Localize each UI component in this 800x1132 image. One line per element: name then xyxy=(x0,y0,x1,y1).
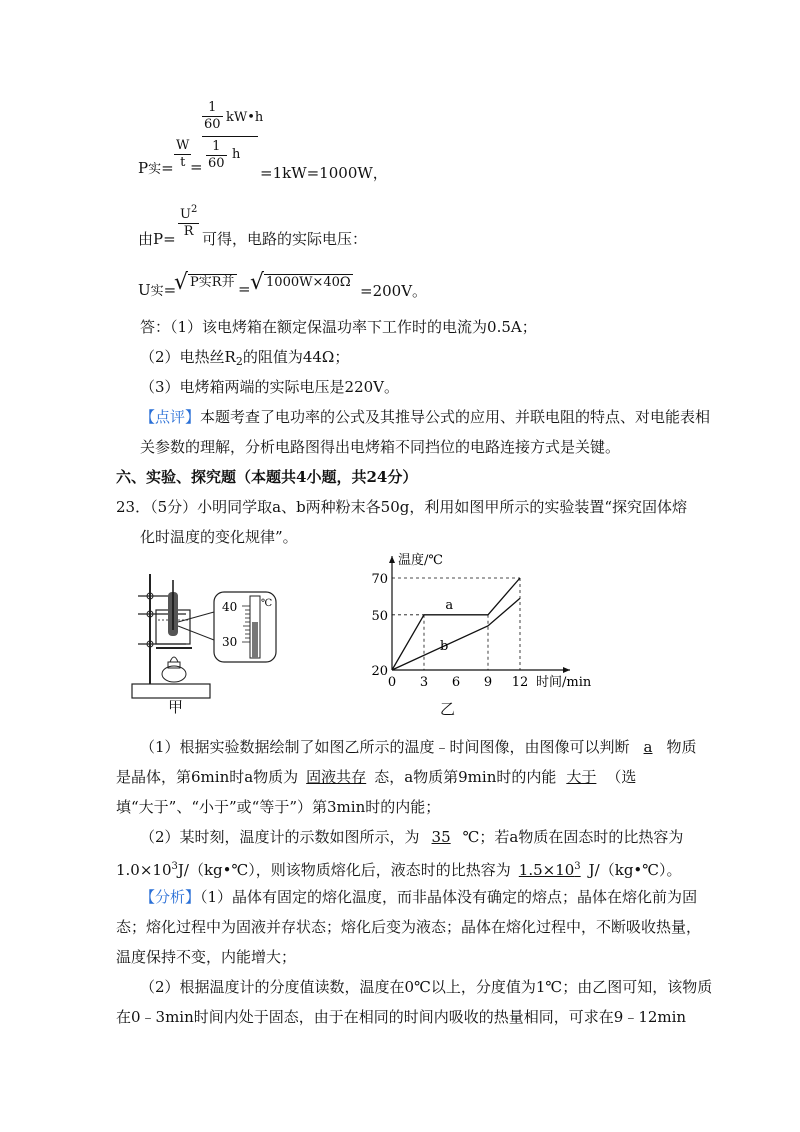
formula-inner-den-60: 60 xyxy=(208,156,225,171)
q23-part2-text-1: （2）某时刻，温度计的示数如图所示，为 xyxy=(140,828,420,846)
formula-u-label-sub: 实 xyxy=(150,284,164,299)
formula-w: W xyxy=(176,138,190,153)
analysis-line-4: （2）根据温度计的分度值读数，温度在0℃以上，分度值为1℃；由乙图可知，该物质 xyxy=(140,978,713,996)
sqrt-1: √ P实R并 xyxy=(174,270,235,295)
q23-part1-text-1: （1）根据实验数据绘制了如图乙所示的温度﹣时间图像，由图像可以判断 xyxy=(140,738,630,756)
formula-r: R xyxy=(183,224,194,239)
scale-unit: ℃ xyxy=(261,598,273,609)
formula-p-label-sub: 实 xyxy=(148,162,162,177)
analysis-text-1: （1）晶体有固定的熔化温度，而非晶体没有确定的熔点；晶体在熔化前为固 xyxy=(200,888,698,906)
answer-blank-state: 固液共存 xyxy=(306,768,367,786)
review-line-2: 关参数的理解，分析电路图得出电烤箱不同挡位的电路连接方式是关键。 xyxy=(140,438,621,456)
answer-blank-heat-capacity xyxy=(511,861,589,879)
answer-2-a: （2）电热丝R xyxy=(140,348,236,366)
formula-u xyxy=(138,270,558,302)
answer-heat-capacity-exp: 3 xyxy=(574,861,581,872)
x-tick-label: 9 xyxy=(483,675,493,690)
formula-compound-fraction xyxy=(202,100,264,173)
formula-u-intro-prefix: 由P= xyxy=(138,230,176,248)
scale-label-30: 30 xyxy=(222,635,238,649)
x-axis-arrow xyxy=(563,667,570,673)
formula-inner-num-1: 1 xyxy=(202,100,223,117)
formula-inner-num-60: 60 xyxy=(204,117,221,132)
formula-p-result: =1kW=1000W， xyxy=(260,164,388,182)
formula-p-label: P xyxy=(138,159,149,177)
analysis-line-2: 态；熔化过程中为固液并存状态；熔化后变为液态；晶体在熔化过程中，不断吸收热量， xyxy=(116,918,702,936)
formula-w-over-t xyxy=(174,138,191,171)
formula-u-eq1: = xyxy=(163,281,177,299)
figure-jia-apparatus xyxy=(130,566,280,716)
formula-u-exp: 2 xyxy=(190,204,198,215)
x-tick-label: 0 xyxy=(387,675,397,690)
answer-2-sub: 2 xyxy=(235,355,243,368)
series-line-b xyxy=(392,598,520,670)
analysis-line-1 xyxy=(140,886,697,908)
y-axis-arrow xyxy=(389,556,395,563)
formula-u-intro xyxy=(138,200,538,250)
formula-u: U xyxy=(180,207,191,222)
figure-yi-caption: 乙 xyxy=(440,700,456,718)
figure-jia-caption: 甲 xyxy=(168,698,184,716)
q23-part2-line-1 xyxy=(140,826,683,848)
y-tick-label: 20 xyxy=(371,664,388,679)
q23-part1-line-2 xyxy=(116,766,636,788)
answer-heat-capacity-value: 1.5×10 xyxy=(518,861,575,879)
answer-2-b: 的阻值为44Ω； xyxy=(242,348,350,366)
x-axis-label: 时间/min xyxy=(536,675,592,690)
q23-part1-line-1 xyxy=(140,736,697,758)
sqrt-2-content: 1000W×40Ω xyxy=(266,275,351,290)
answer-1: 答：（1）该电烤箱在额定保温功率下工作时的电流为0.5A； xyxy=(140,318,537,336)
sqrt-1-content: P实R并 xyxy=(190,275,235,290)
review-tag: 【点评】 xyxy=(140,408,201,426)
section-title: 六、实验、探究题（本题共4小题，共24分） xyxy=(116,468,418,486)
q23-part1-text-2: 物质 xyxy=(666,738,697,756)
formula-u-intro-suffix: 可得，电路的实际电压： xyxy=(202,230,368,248)
x-tick-label: 3 xyxy=(419,675,429,690)
q23-part1-text-5: （选 xyxy=(606,768,637,786)
q23-part2-text-4: J/（kg•℃），则该物质熔化后，液态时的比热容为 xyxy=(177,861,511,879)
answer-blank-temperature: 35 xyxy=(431,828,451,846)
sqrt-2: √ 1000W×40Ω xyxy=(250,270,351,295)
x-tick-label: 12 xyxy=(511,675,529,690)
q23-part2-text-3: 1.0×10 xyxy=(116,861,172,879)
q23-part1-text-3: 是晶体，第6min时a物质为 xyxy=(116,768,299,786)
review-text-1: 本题考查了电功率的公式及其推导公式的应用、并联电阻的特点、对电能表相 xyxy=(200,408,711,426)
formula-inner-den-frac xyxy=(206,139,227,172)
formula-inner-num-unit: kW•h xyxy=(226,110,264,125)
y-tick-label: 50 xyxy=(371,608,388,624)
answer-3: （3）电烤箱两端的实际电压是220V。 xyxy=(140,378,400,396)
formula-inner-num-frac xyxy=(202,100,223,133)
formula-inner-den-unit: h xyxy=(232,147,241,162)
formula-u2-over-r xyxy=(178,202,199,240)
formula-u-eq2: = xyxy=(238,280,251,298)
series-label-a: a xyxy=(445,597,454,613)
formula-u-label: U xyxy=(138,281,151,299)
x-tick-label: 6 xyxy=(451,675,461,690)
q23-part2-text-5: J/（kg•℃）。 xyxy=(588,861,682,879)
series-line-a xyxy=(392,578,520,670)
analysis-line-3: 温度保持不变，内能增大； xyxy=(116,948,297,966)
q23-line-2: 化时温度的变化规律”。 xyxy=(140,528,298,546)
answer-blank-energy: 大于 xyxy=(566,768,597,786)
answer-2 xyxy=(140,346,349,373)
q23-part1-line-3: 填“大于”、“小于”或“等于”）第3min时的内能； xyxy=(116,798,441,816)
formula-inner-den-1: 1 xyxy=(206,139,227,156)
q23-part2-text-2: ℃；若a物质在固态时的比热容为 xyxy=(462,828,684,846)
formula-t: t xyxy=(180,155,186,170)
formula-p-eq2: = xyxy=(190,158,203,176)
y-tick-label: 70 xyxy=(371,572,388,587)
figure-yi-chart xyxy=(360,548,592,698)
formula-p-eq: = xyxy=(161,159,174,177)
review-line-1 xyxy=(140,406,710,428)
analysis-tag: 【分析】 xyxy=(140,888,201,906)
formula-u-result: =200V。 xyxy=(360,282,428,300)
q23-part2-line-2 xyxy=(116,856,682,881)
q23-part2-exp-1: 3 xyxy=(171,861,178,872)
answer-blank-crystal: a xyxy=(643,738,653,756)
series-label-b: b xyxy=(440,639,449,655)
q23-line-1: 23．（5分）小明同学取a、b两种粉末各50g，利用如图甲所示的实验装置“探究固体熔 xyxy=(116,498,688,516)
scale-label-40: 40 xyxy=(222,600,238,614)
q23-part1-text-4: 态，a物质第9min时的内能 xyxy=(374,768,557,786)
y-axis-label: 温度/℃ xyxy=(398,553,443,568)
analysis-line-5: 在0﹣3min时间内处于固态，由于在相同的时间内吸收的热量相同，可求在9﹣12min xyxy=(116,1008,687,1026)
